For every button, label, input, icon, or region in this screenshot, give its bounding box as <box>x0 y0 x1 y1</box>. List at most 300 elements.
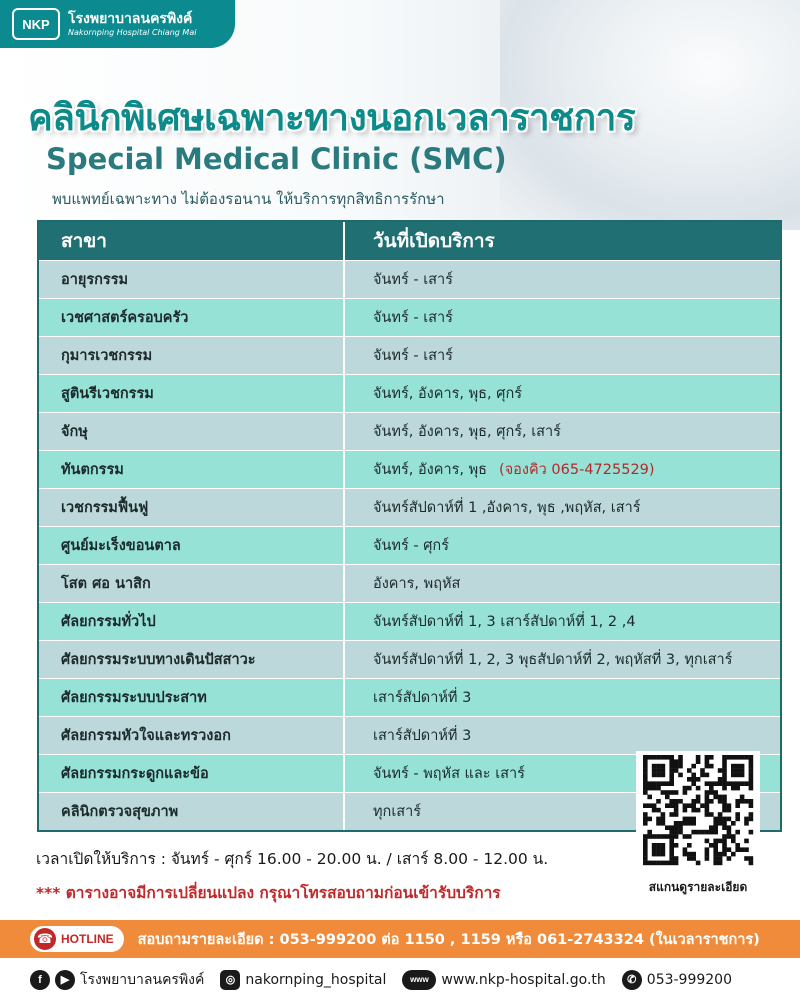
qr-module <box>709 799 714 804</box>
qr-module <box>749 861 754 866</box>
qr-module <box>718 821 723 826</box>
qr-module <box>691 777 696 782</box>
qr-module <box>656 808 661 813</box>
qr-module <box>643 768 648 773</box>
qr-module <box>749 759 754 764</box>
table-row <box>39 526 780 564</box>
qr-module <box>656 861 661 866</box>
page-subtitle: พบแพทย์เฉพาะทาง ไม่ต้องรอนาน ให้บริการทุกสิทธิการรักษา <box>52 190 445 208</box>
qr-module <box>643 817 648 822</box>
qr-module <box>709 781 714 786</box>
qr-module <box>705 803 710 808</box>
qr-module <box>661 834 666 839</box>
service-days-cell <box>345 686 780 709</box>
service-days-cell <box>345 306 780 329</box>
qr-module <box>643 790 648 795</box>
qr-module <box>718 856 723 861</box>
qr-module <box>705 755 710 760</box>
qr-module <box>696 795 701 800</box>
qr-module <box>643 834 648 839</box>
qr-module <box>669 803 674 808</box>
qr-module <box>731 764 736 769</box>
qr-module <box>678 764 683 769</box>
qr-module <box>744 847 749 852</box>
qr-module <box>656 847 661 852</box>
qr-module <box>709 830 714 835</box>
header-department: สาขา <box>39 222 345 260</box>
table-row <box>39 374 780 412</box>
qr-module <box>643 777 648 782</box>
qr-module <box>718 795 723 800</box>
qr-module <box>731 786 736 791</box>
table-body <box>39 260 780 830</box>
department-cell: ศัลยกรรมระบบประสาท <box>39 679 345 716</box>
qr-module <box>713 843 718 848</box>
qr-module <box>652 755 657 760</box>
qr-module <box>683 817 688 822</box>
qr-module <box>652 786 657 791</box>
qr-module <box>705 773 710 778</box>
qr-module <box>705 847 710 852</box>
qr-module <box>652 847 657 852</box>
qr-module <box>696 861 701 866</box>
qr-module <box>740 773 745 778</box>
qr-module <box>705 799 710 804</box>
qr-module <box>652 852 657 857</box>
instagram-name[interactable]: nakornping_hospital <box>245 971 387 988</box>
qr-module <box>643 786 648 791</box>
qr-module <box>722 839 727 844</box>
qr-module <box>718 768 723 773</box>
facebook-name[interactable]: โรงพยาบาลนครพิงค์ <box>80 971 205 988</box>
qr-module <box>661 852 666 857</box>
qr-module <box>661 861 666 866</box>
qr-module <box>722 803 727 808</box>
qr-module <box>669 861 674 866</box>
qr-module <box>727 834 732 839</box>
qr-module <box>643 781 648 786</box>
qr-module <box>674 803 679 808</box>
qr-module <box>661 755 666 760</box>
qr-module <box>652 768 657 773</box>
qr-module <box>678 830 683 835</box>
service-days-text: จันทร์ - พฤหัส และ เสาร์ <box>373 766 525 782</box>
logo-name-th: โรงพยาบาลนครพิงค์ <box>68 10 193 27</box>
qr-module <box>656 799 661 804</box>
qr-module <box>656 764 661 769</box>
qr-module <box>705 839 710 844</box>
qr-module <box>727 817 732 822</box>
service-days-text: ทุกเสาร์ <box>373 804 422 820</box>
qr-module <box>735 755 740 760</box>
qr-module <box>735 843 740 848</box>
table-header <box>39 222 780 260</box>
qr-module <box>749 773 754 778</box>
qr-module <box>656 773 661 778</box>
qr-module <box>740 781 745 786</box>
qr-module <box>665 803 670 808</box>
department-cell: อายุรกรรม <box>39 261 345 298</box>
qr-module <box>674 843 679 848</box>
qr-module <box>669 852 674 857</box>
qr-module <box>661 812 666 817</box>
qr-module <box>691 821 696 826</box>
qr-module <box>713 839 718 844</box>
qr-module <box>727 830 732 835</box>
qr-module <box>727 856 732 861</box>
qr-module <box>643 852 648 857</box>
qr-module <box>705 856 710 861</box>
schedule-warning: *** ตารางอาจมีการเปลี่ยนแปลง กรุณาโทรสอบถามก่อนเข้ารับบริการ <box>36 884 501 902</box>
qr-module <box>696 755 701 760</box>
qr-module <box>669 764 674 769</box>
qr-module <box>691 781 696 786</box>
qr-module <box>687 821 692 826</box>
qr-module <box>687 843 692 848</box>
qr-module <box>713 830 718 835</box>
qr-module <box>656 786 661 791</box>
qr-module <box>665 825 670 830</box>
service-days-cell <box>345 572 780 595</box>
qr-module <box>718 861 723 866</box>
youtube-icon[interactable]: ▶ <box>55 970 75 990</box>
service-days-text: จันทร์, อังคาร, พุธ <box>373 462 488 478</box>
table-row <box>39 412 780 450</box>
qr-module <box>722 795 727 800</box>
footer-phone[interactable]: 053-999200 <box>646 971 732 988</box>
qr-module <box>669 781 674 786</box>
qr-module <box>665 834 670 839</box>
hotline-text: สอบถามรายละเอียด : 053-999200 ต่อ 1150 , 1159 หรือ 061-2743324 (ในเวลาราชการ) <box>137 931 760 948</box>
service-days-text: จันทร์, อังคาร, พุธ, ศุกร์, เสาร์ <box>373 424 561 440</box>
qr-module <box>678 755 683 760</box>
qr-module <box>735 764 740 769</box>
qr-module <box>687 803 692 808</box>
qr-module <box>656 817 661 822</box>
qr-module <box>652 861 657 866</box>
qr-module <box>647 755 652 760</box>
qr-module <box>687 768 692 773</box>
qr-module <box>652 808 657 813</box>
qr-module <box>731 768 736 773</box>
qr-module <box>647 817 652 822</box>
qr-module <box>727 755 732 760</box>
service-days-text: จันทร์สัปดาห์ที่ 1 ,อังคาร, พุธ ,พฤหัส, เสาร์ <box>373 500 641 516</box>
qr-module <box>678 773 683 778</box>
qr-module <box>669 843 674 848</box>
department-cell: ศัลยกรรมหัวใจและทรวงอก <box>39 717 345 754</box>
qr-module <box>713 847 718 852</box>
qr-module <box>713 795 718 800</box>
service-days-cell <box>345 648 780 671</box>
qr-module <box>749 817 754 822</box>
qr-module <box>647 830 652 835</box>
qr-module <box>722 773 727 778</box>
qr-module <box>731 834 736 839</box>
qr-module <box>744 755 749 760</box>
qr-module <box>643 755 648 760</box>
qr-module <box>643 812 648 817</box>
qr-module <box>647 781 652 786</box>
service-days-cell <box>345 496 780 519</box>
department-cell: ศัลยกรรมทั่วไป <box>39 603 345 640</box>
qr-module <box>661 847 666 852</box>
instagram-icon[interactable]: ◎ <box>220 970 240 990</box>
qr-module <box>731 755 736 760</box>
qr-module <box>691 803 696 808</box>
qr-module <box>665 861 670 866</box>
hospital-logo[interactable] <box>0 0 235 48</box>
qr-module <box>722 847 727 852</box>
qr-module <box>722 786 727 791</box>
department-cell: สูตินรีเวชกรรม <box>39 375 345 412</box>
qr-module <box>647 786 652 791</box>
qr-module <box>705 795 710 800</box>
qr-module <box>744 799 749 804</box>
qr-module <box>700 768 705 773</box>
qr-module <box>691 808 696 813</box>
qr-module <box>669 830 674 835</box>
qr-module <box>665 795 670 800</box>
qr-module <box>669 812 674 817</box>
qr-module <box>705 764 710 769</box>
qr-module <box>700 830 705 835</box>
qr-module <box>647 834 652 839</box>
table-row <box>39 564 780 602</box>
qr-module <box>656 755 661 760</box>
qr-module <box>749 755 754 760</box>
department-cell: เวชกรรมฟื้นฟู <box>39 489 345 526</box>
qr-module <box>652 781 657 786</box>
qr-module <box>674 812 679 817</box>
qr-module <box>722 834 727 839</box>
qr-module <box>669 834 674 839</box>
qr-module <box>727 781 732 786</box>
qr-module <box>687 817 692 822</box>
qr-module <box>713 852 718 857</box>
qr-module <box>696 808 701 813</box>
qr-module <box>735 773 740 778</box>
qr-module <box>749 830 754 835</box>
qr-module <box>705 790 710 795</box>
qr-module <box>705 852 710 857</box>
qr-module <box>713 790 718 795</box>
qr-module <box>735 799 740 804</box>
qr-module <box>643 759 648 764</box>
page-title-th: คลินิกพิเศษเฉพาะทางนอกเวลาราชการ <box>28 96 636 139</box>
qr-module <box>656 821 661 826</box>
qr-module <box>674 830 679 835</box>
qr-module <box>696 786 701 791</box>
qr-module <box>652 764 657 769</box>
table-row <box>39 336 780 374</box>
qr-module <box>735 847 740 852</box>
qr-module <box>683 803 688 808</box>
qr-module <box>683 786 688 791</box>
qr-module <box>735 803 740 808</box>
qr-module <box>669 773 674 778</box>
qr-module <box>678 799 683 804</box>
qr-module <box>722 759 727 764</box>
qr-module <box>683 834 688 839</box>
qr-module <box>674 764 679 769</box>
qr-module <box>687 777 692 782</box>
qr-module <box>691 856 696 861</box>
table-row <box>39 602 780 640</box>
department-cell: กุมารเวชกรรม <box>39 337 345 374</box>
qr-module <box>665 781 670 786</box>
qr-module <box>643 861 648 866</box>
department-cell: ศูนย์มะเร็งขอนตาล <box>39 527 345 564</box>
qr-module <box>669 825 674 830</box>
qr-module <box>691 799 696 804</box>
qr-module <box>691 764 696 769</box>
qr-module <box>647 861 652 866</box>
qr-module <box>744 856 749 861</box>
qr-module <box>713 825 718 830</box>
department-cell: ศัลยกรรมกระดูกและข้อ <box>39 755 345 792</box>
qr-module <box>656 834 661 839</box>
service-days-text: จันทร์สัปดาห์ที่ 1, 2, 3 พุธสัปดาห์ที่ 2, พฤหัสที่ 3, ทุกเสาร์ <box>373 652 733 668</box>
qr-module <box>705 830 710 835</box>
service-days-cell <box>345 724 780 747</box>
qr-module <box>740 799 745 804</box>
qr-module <box>749 812 754 817</box>
qr-module <box>665 790 670 795</box>
department-cell: คลินิกตรวจสุขภาพ <box>39 793 345 830</box>
service-days-text: จันทร์ - เสาร์ <box>373 348 453 364</box>
qr-module <box>683 808 688 813</box>
qr-module <box>740 768 745 773</box>
table-row <box>39 488 780 526</box>
qr-module <box>722 843 727 848</box>
qr-module <box>661 781 666 786</box>
qr-module <box>709 764 714 769</box>
hotline-bar <box>0 920 800 958</box>
booking-note: (จองคิว 065-4725529) <box>499 462 655 478</box>
qr-module <box>691 852 696 857</box>
qr-module <box>691 773 696 778</box>
qr-module <box>709 843 714 848</box>
schedule-table <box>37 220 782 832</box>
qr-module <box>709 790 714 795</box>
footer <box>0 958 800 1001</box>
qr-module <box>735 817 740 822</box>
qr-module <box>661 821 666 826</box>
qr-module <box>740 764 745 769</box>
service-days-text: จันทร์สัปดาห์ที่ 1, 3 เสาร์สัปดาห์ที่ 1, 2 ,4 <box>373 614 636 630</box>
service-days-text: เสาร์สัปดาห์ที่ 3 <box>373 690 472 706</box>
qr-module <box>705 812 710 817</box>
table-row <box>39 298 780 336</box>
qr-module <box>749 803 754 808</box>
qr-module <box>652 803 657 808</box>
qr-module <box>722 825 727 830</box>
qr-module <box>713 821 718 826</box>
phone-icon: ☎ <box>34 928 56 950</box>
department-cell: เวชศาสตร์ครอบครัว <box>39 299 345 336</box>
qr-module <box>647 795 652 800</box>
qr-module <box>744 817 749 822</box>
qr-module <box>722 777 727 782</box>
qr-module <box>683 852 688 857</box>
qr-module <box>678 825 683 830</box>
department-cell: จักษุ <box>39 413 345 450</box>
qr-module <box>731 781 736 786</box>
qr-module <box>643 839 648 844</box>
table-row <box>39 260 780 298</box>
service-days-cell <box>345 534 780 557</box>
qr-module <box>656 852 661 857</box>
qr-module <box>749 786 754 791</box>
hotline-badge[interactable] <box>30 926 124 952</box>
qr-module <box>643 773 648 778</box>
qr-module <box>652 843 657 848</box>
qr-module <box>740 847 745 852</box>
qr-module <box>687 852 692 857</box>
qr-module <box>665 755 670 760</box>
qr-module <box>669 790 674 795</box>
qr-module <box>727 847 732 852</box>
qr-module <box>669 799 674 804</box>
logo-name-en: Nakornping Hospital Chiang Mai <box>68 27 197 37</box>
qr-module <box>727 808 732 813</box>
qr-module <box>718 777 723 782</box>
service-days-cell <box>345 610 780 633</box>
qr-module <box>696 799 701 804</box>
qr-module <box>669 777 674 782</box>
qr-label: สแกนดูรายละเอียด <box>648 880 748 894</box>
department-cell: โสต ศอ นาสิก <box>39 565 345 602</box>
website-link[interactable]: www.nkp-hospital.go.th <box>441 971 606 988</box>
qr-module <box>643 821 648 826</box>
qr-module <box>674 825 679 830</box>
qr-module <box>740 755 745 760</box>
qr-module <box>691 830 696 835</box>
service-days-text: เสาร์สัปดาห์ที่ 3 <box>373 728 472 744</box>
qr-module <box>674 808 679 813</box>
qr-module <box>709 755 714 760</box>
qr-module <box>709 812 714 817</box>
qr-module <box>643 764 648 769</box>
qr-module <box>687 856 692 861</box>
qr-module <box>718 839 723 844</box>
qr-module <box>749 777 754 782</box>
qr-module <box>718 852 723 857</box>
qr-module <box>691 817 696 822</box>
qr-module <box>749 781 754 786</box>
qr-module <box>674 759 679 764</box>
service-days-text: จันทร์, อังคาร, พุธ, ศุกร์ <box>373 386 523 402</box>
qr-code[interactable] <box>636 751 760 869</box>
qr-module <box>749 799 754 804</box>
qr-module <box>731 839 736 844</box>
service-days-cell <box>345 458 780 481</box>
qr-module <box>722 764 727 769</box>
opening-hours: เวลาเปิดให้บริการ : จันทร์ - ศุกร์ 16.00 - 20.00 น. / เสาร์ 8.00 - 12.00 น. <box>36 850 549 868</box>
service-days-text: จันทร์ - ศุกร์ <box>373 538 449 554</box>
qr-module <box>718 781 723 786</box>
qr-module <box>678 759 683 764</box>
facebook-icon[interactable]: f <box>30 970 50 990</box>
qr-module <box>674 799 679 804</box>
qr-module <box>669 768 674 773</box>
qr-module <box>705 808 710 813</box>
qr-module <box>696 830 701 835</box>
logo-mark: NKP <box>12 8 60 40</box>
qr-module <box>749 764 754 769</box>
service-days-text: จันทร์ - เสาร์ <box>373 272 453 288</box>
